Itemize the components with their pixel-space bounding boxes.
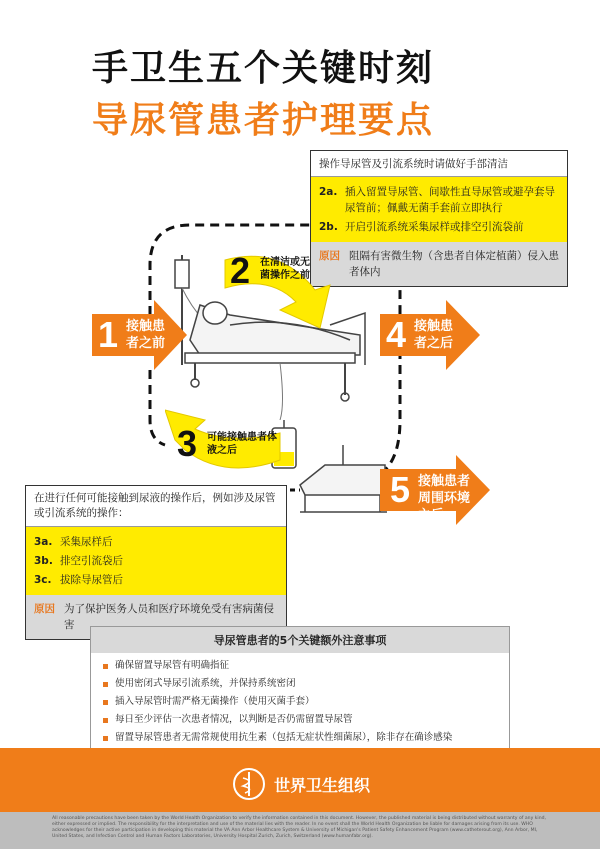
empty-bed-illustration [295,440,390,520]
item-text: 开启引流系统采集尿样或排空引流袋前 [345,221,524,233]
item-text: 插入留置导尿管、间歇性直导尿管或避孕套导尿管前；佩戴无菌手套前立即执行 [345,186,555,214]
reason-label: 原因 [34,603,55,615]
list-item [103,729,497,747]
moment-label: 可能接触患者体液之后 [207,432,277,456]
reason-text: 阻隔有害微生物（含患者自体定植菌）侵入患者体内 [349,250,559,278]
item-text: 拔除导尿管后 [60,574,123,586]
list-item [319,184,559,216]
page-title: 手卫生五个关键时刻 [92,48,435,89]
who-emblem-icon [232,767,266,801]
page-subtitle: 导尿管患者护理要点 [92,100,435,141]
reason-label: 原因 [319,250,340,262]
left-panel-heading: 在进行任何可能接触到尿液的操作后，例如涉及尿管或引流系统的操作： [26,486,286,527]
moment-number: 1 [98,314,119,355]
moment-number: 2 [230,250,251,291]
bullet-icon [103,718,108,723]
footer-disclaimer: All reasonable precautions have been taken by the World Health Organization to verify the information contained in this document. However, the published material is being distributed without warranty of any kind, either expressed or implied. The responsibility for the interpretation and use of the material lies with the reader. In no event shall the World Health Organization be liable for damages arising from its use. WHO acknowledges for their active participation in developing this material the VA Ann Arbor Healthcare System & University of Michigan's Patient Safety Enhancement Program (www.catheterout.org), Ann Arbor, MI, United States, and Infection Control and Human Factors Laboratories, University Hospital Zurich, Zurich, Switzerland (www.humanfabr.org). [0,812,600,849]
list-item [34,553,278,569]
moment-label: 接触患者周围环境之后 [418,474,471,523]
moment-label: 在清洁或无菌操作之前 [260,257,310,281]
list-item-text: 确保留置导尿管有明确指征 [115,660,230,671]
item-code: 3a. [34,536,53,548]
extra-notes-box [90,626,510,754]
top-reason [311,242,567,286]
left-info-panel [25,485,287,640]
moment-5-arrow [380,455,490,525]
moment-label: 接触患者之前 [126,319,166,351]
list-item [103,657,497,675]
top-panel-heading: 操作导尿管及引流系统时请做好手部清洁 [311,151,567,177]
item-text: 采集尿样后 [60,536,113,548]
extra-notes-list [91,653,509,753]
reason-text: 为了保护医务人员和医疗环境免受有害病菌侵害 [64,603,274,631]
moment-label: 接触患者之后 [414,319,454,351]
moment-number: 3 [177,423,198,464]
top-panel-items [311,177,567,242]
moment-3-arrow [165,405,285,480]
left-panel-items [26,527,286,595]
bullet-icon [103,682,108,687]
list-item-text: 插入导尿管时需严格无菌操作（使用灭菌手套） [115,696,315,707]
moment-number: 5 [390,469,411,510]
who-logo [232,767,370,801]
moment-2-arrow [220,250,340,330]
bullet-icon [103,664,108,669]
moment-4-arrow [380,300,480,370]
item-code: 3c. [34,574,52,586]
bullet-icon [103,736,108,741]
item-code: 2b. [319,221,338,233]
item-code: 3b. [34,555,53,567]
list-item [103,693,497,711]
moment-1-arrow [92,300,187,370]
list-item-text: 每日至少评估一次患者情况，以判断是否仍需留置导尿管 [115,714,353,725]
moment-number: 4 [386,314,407,355]
list-item [319,219,559,235]
list-item [103,675,497,693]
list-item-text: 留置导尿管患者无需常规使用抗生素（包括无症状性细菌尿），除非存在确诊感染 [115,732,453,743]
list-item [34,572,278,588]
list-item [103,711,497,729]
list-item [34,534,278,550]
org-name: 世界卫生组织 [274,775,371,795]
top-info-panel [310,150,568,287]
item-code: 2a. [319,186,338,198]
item-text: 排空引流袋后 [60,555,123,567]
extra-notes-heading: 导尿管患者的5个关键额外注意事项 [91,627,509,653]
bullet-icon [103,700,108,705]
list-item-text: 使用密闭式导尿引流系统，并保持系统密闭 [115,678,296,689]
